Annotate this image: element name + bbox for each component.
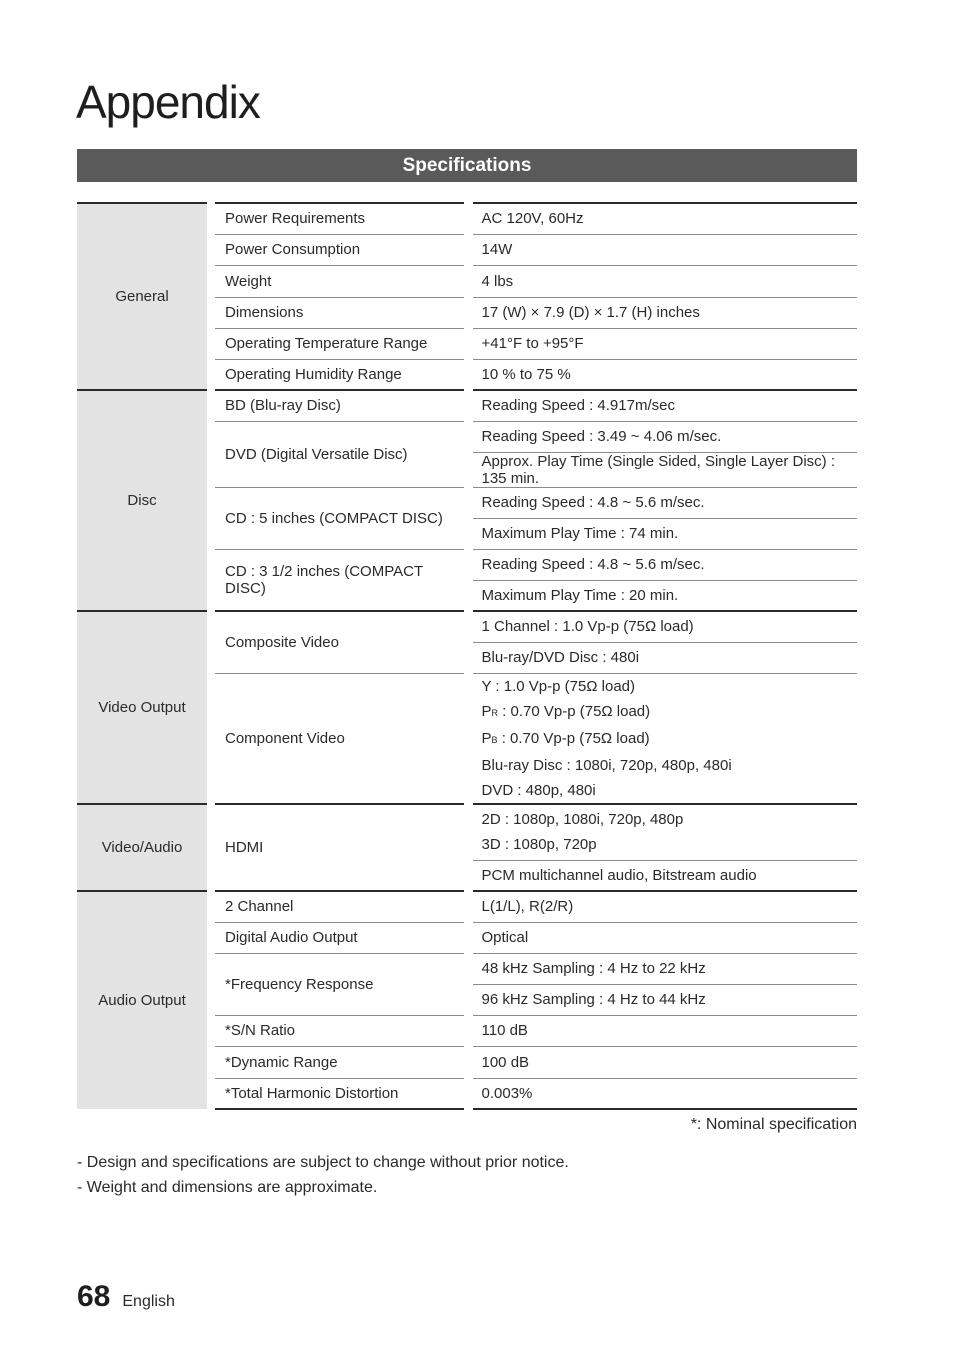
- spec-item: BD (Blu-ray Disc): [211, 390, 468, 421]
- spec-item: Operating Temperature Range: [211, 328, 468, 359]
- spec-value: 4 lbs: [468, 265, 857, 297]
- page-title: Appendix: [76, 76, 260, 128]
- page-language: English: [122, 1293, 175, 1310]
- spec-value: [468, 804, 857, 860]
- table-row: [77, 891, 857, 922]
- spec-value: 96 kHz Sampling : 4 Hz to 44 kHz: [468, 984, 857, 1015]
- spec-item: Power Requirements: [211, 203, 468, 234]
- spec-item: DVD (Digital Versatile Disc): [211, 421, 468, 487]
- spec-value: Blu-ray/DVD Disc : 480i: [468, 642, 857, 673]
- spec-value: Reading Speed : 4.917m/sec: [468, 390, 857, 421]
- category-video-output: Video Output: [77, 611, 211, 804]
- spec-value: 14W: [468, 234, 857, 265]
- spec-item: Operating Humidity Range: [211, 359, 468, 390]
- table-row: [77, 611, 857, 642]
- table-row: [77, 390, 857, 421]
- spec-item: CD : 5 inches (COMPACT DISC): [211, 487, 468, 549]
- spec-value: +41°F to +95°F: [468, 328, 857, 359]
- spec-value: 110 dB: [468, 1015, 857, 1046]
- spec-item: *Frequency Response: [211, 953, 468, 1015]
- category-disc: Disc: [77, 390, 211, 611]
- spec-value: 100 dB: [468, 1046, 857, 1078]
- table-row: [77, 804, 857, 860]
- note-item: - Design and specifications are subject to change without prior notice.: [77, 1154, 569, 1171]
- spec-value: 48 kHz Sampling : 4 Hz to 22 kHz: [468, 953, 857, 984]
- spec-value: Maximum Play Time : 74 min.: [468, 518, 857, 549]
- spec-item: *Total Harmonic Distortion: [211, 1078, 468, 1109]
- spec-value: Approx. Play Time (Single Sided, Single Layer Disc) : 135 min.: [468, 452, 857, 487]
- spec-item: Component Video: [211, 673, 468, 804]
- category-video-audio: Video/Audio: [77, 804, 211, 891]
- spec-item: Power Consumption: [211, 234, 468, 265]
- spec-value: Optical: [468, 922, 857, 953]
- spec-value: 1 Channel : 1.0 Vp-p (75Ω load): [468, 611, 857, 642]
- spec-item: HDMI: [211, 804, 468, 891]
- note-item: - Weight and dimensions are approximate.: [77, 1179, 378, 1196]
- spec-value: [468, 673, 857, 804]
- spec-item: Weight: [211, 265, 468, 297]
- spec-value: PCM multichannel audio, Bitstream audio: [468, 860, 857, 891]
- spec-value: AC 120V, 60Hz: [468, 203, 857, 234]
- spec-value: 17 (W) × 7.9 (D) × 1.7 (H) inches: [468, 297, 857, 328]
- spec-item: *S/N Ratio: [211, 1015, 468, 1046]
- component-y-line: Y : 1.0 Vp-p (75Ω load): [481, 677, 636, 695]
- table-row: [77, 203, 857, 234]
- spec-value: 10 % to 75 %: [468, 359, 857, 390]
- spec-value: L(1/L), R(2/R): [468, 891, 857, 922]
- spec-item: Digital Audio Output: [211, 922, 468, 953]
- spec-item: *Dynamic Range: [211, 1046, 468, 1078]
- spec-value: Reading Speed : 3.49 ~ 4.06 m/sec.: [468, 421, 857, 452]
- hdmi-2d-line: 2D : 1080p, 1080i, 720p, 480p: [481, 811, 684, 829]
- category-general: General: [77, 203, 211, 390]
- page-footer: [77, 1280, 175, 1314]
- notes-list: [77, 1150, 569, 1200]
- spec-item: 2 Channel: [211, 891, 468, 922]
- category-audio-output: Audio Output: [77, 891, 211, 1109]
- nominal-specification-note: *: Nominal specification: [690, 1116, 857, 1133]
- spec-value: 0.003%: [468, 1078, 857, 1109]
- page-number: 68: [77, 1280, 111, 1313]
- spec-item: Dimensions: [211, 297, 468, 328]
- component-bd-line: Blu-ray Disc : 1080i, 720p, 480p, 480i: [481, 756, 732, 774]
- spec-value: Maximum Play Time : 20 min.: [468, 580, 857, 611]
- spec-value: Reading Speed : 4.8 ~ 5.6 m/sec.: [468, 487, 857, 518]
- component-pr-line: PR : 0.70 Vp-p (75Ω load): [481, 702, 651, 720]
- spec-item: Composite Video: [211, 611, 468, 673]
- component-dvd-line: DVD : 480p, 480i: [481, 781, 596, 799]
- spec-item: CD : 3 1/2 inches (COMPACT DISC): [211, 549, 468, 611]
- hdmi-3d-line: 3D : 1080p, 720p: [481, 836, 597, 854]
- component-pb-line: PB : 0.70 Vp-p (75Ω load): [481, 729, 650, 747]
- specifications-table: [77, 202, 857, 1110]
- section-banner: Specifications: [77, 149, 857, 182]
- spec-value: Reading Speed : 4.8 ~ 5.6 m/sec.: [468, 549, 857, 580]
